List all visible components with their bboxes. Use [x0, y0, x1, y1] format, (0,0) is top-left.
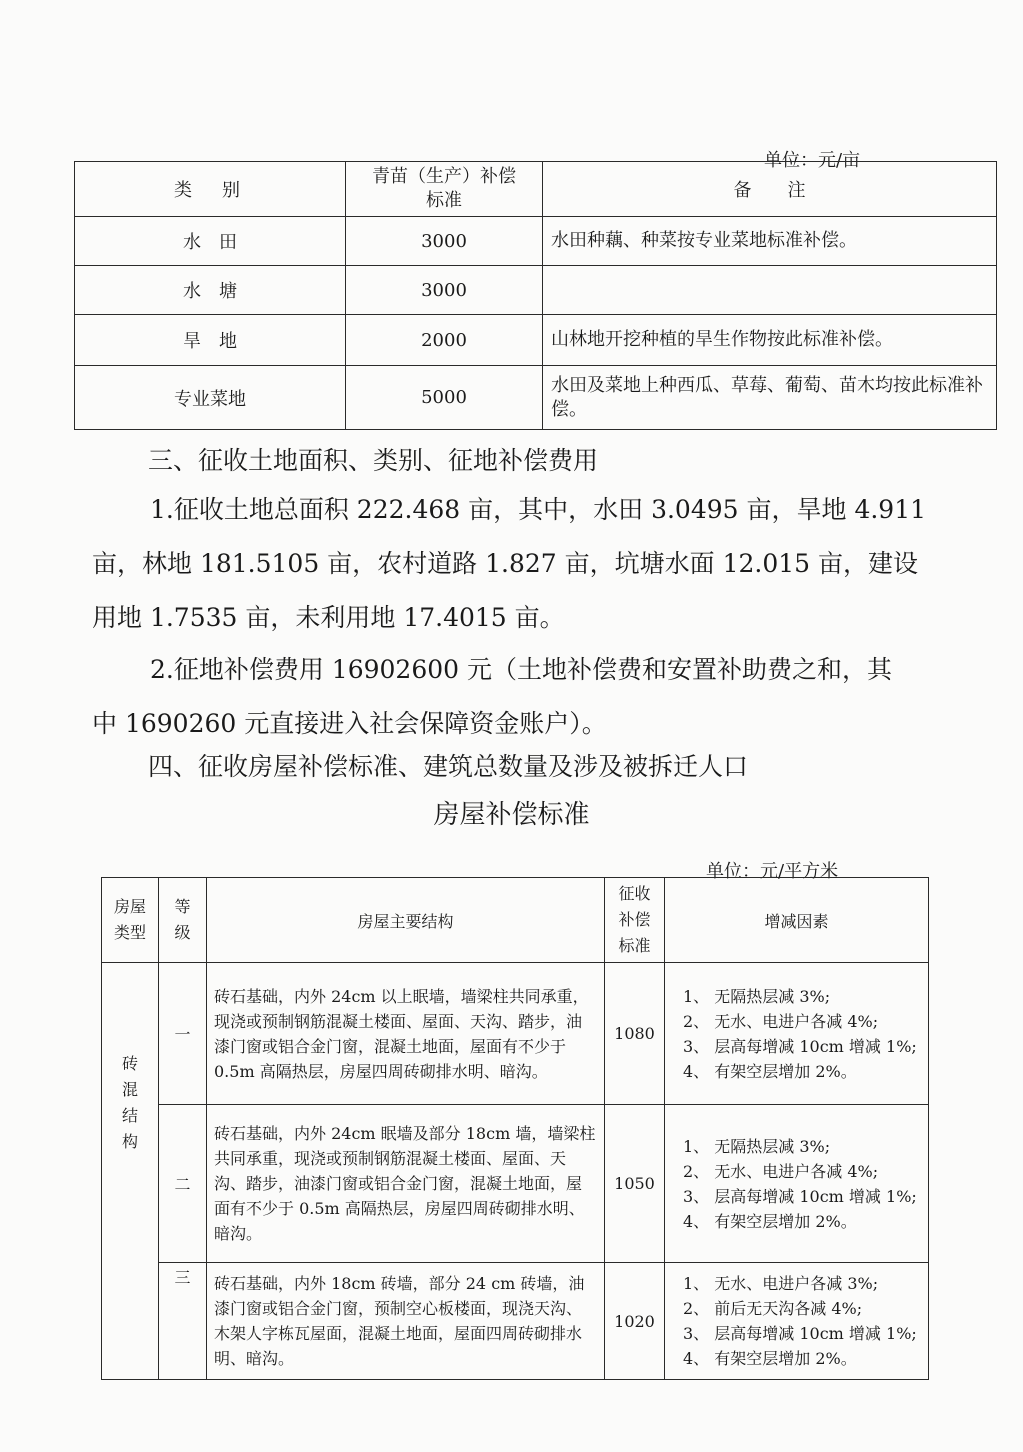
row-note: 水田种藕、种菜按专业菜地标准补偿。: [543, 217, 997, 266]
row-note: 山林地开挖种植的旱生作物按此标准补偿。: [543, 315, 997, 366]
standard-cell: 1080: [605, 963, 665, 1105]
section3-heading: 三、征收土地面积、类别、征地补偿费用: [148, 446, 599, 475]
section3-paragraph-2: 2.征地补偿费用 16902600 元（土地补偿费和安置补助费之和，其 中 1690260 元直接进入社会保障资金账户）。: [92, 655, 892, 738]
factor-item: 2、 无水、电进户各减 4%;: [683, 1011, 879, 1031]
row-standard: 2000: [346, 315, 543, 366]
row-note: [543, 266, 997, 315]
factor-item: 2、 无水、电进户各减 4%;: [683, 1161, 879, 1181]
structure-cell: 砖石基础，内外 24cm 以上眠墙，墙梁柱共同承重，现浇或预制钢筋混凝土楼面、屋面、天沟、踏步，油漆门窗或铝合金门窗，混凝土地面，屋面有不少于 0.5m 高隔热层，房屋四周砖砌排水明、暗沟。: [207, 963, 605, 1105]
section4-heading: 四、征收房屋补偿标准、建筑总数量及涉及被拆迁人口: [148, 752, 749, 781]
header-grade: 等级: [159, 878, 207, 963]
factor-item: 4、 有架空层增加 2%。: [683, 1211, 857, 1231]
house-compensation-table: [101, 877, 929, 1380]
factor-item: 3、 层高每增减 10cm 增减 1%;: [683, 1324, 917, 1343]
header-standard: 青苗（生产）补偿标准: [346, 162, 543, 217]
factor-item: 1、 无隔热层减 3%;: [683, 986, 831, 1006]
standard-cell: 1020: [605, 1263, 665, 1380]
row-standard: 3000: [346, 266, 543, 315]
row-category: 专业菜地: [75, 366, 346, 430]
factors-cell: [665, 963, 929, 1105]
table-caption: 房屋补偿标准: [433, 800, 590, 830]
table1-unit: 单位：元/亩: [764, 150, 861, 171]
grade-cell: 二: [159, 1105, 207, 1263]
row-standard: 3000: [346, 217, 543, 266]
factor-item: 1、 无隔热层减 3%;: [683, 1136, 831, 1156]
structure-cell: 砖石基础，内外 24cm 眠墙及部分 18cm 墙，墙梁柱共同承重，现浇或预制钢筋混凝土楼面、屋面、天沟、踏步，油漆门窗或铝合金门窗，混凝土地面，屋面有不少于 0.5m 高隔热层，房屋四周砖砌排水明、暗沟。: [207, 1105, 605, 1263]
grade-cell: 三: [159, 1263, 207, 1380]
header-category: 类 别: [75, 162, 346, 217]
factors-cell: [665, 1105, 929, 1263]
row-category: 水 田: [75, 217, 346, 266]
section3-paragraph-1: 1.征收土地总面积 222.468 亩，其中，水田 3.0495 亩，旱地 4.911 亩，林地 181.5105 亩，农村道路 1.827 亩，坑塘水面 12.015 亩，建设 用地 1.7535 亩，未利用地 17.4015 亩。: [92, 495, 927, 632]
factor-item: 3、 层高每增减 10cm 增减 1%;: [683, 1186, 917, 1206]
row-category: 水 塘: [75, 266, 346, 315]
table2-unit: 单位：元/平方米: [706, 861, 839, 882]
factor-item: 1、 无水、电进户各减 3%;: [683, 1274, 879, 1293]
factor-item: 4、 有架空层增加 2%。: [683, 1349, 857, 1368]
row-standard: 5000: [346, 366, 543, 430]
factor-item: 4、 有架空层增加 2%。: [683, 1061, 857, 1081]
house-type-cell: 砖混结构: [102, 963, 159, 1380]
header-house-type: 房屋类型: [102, 878, 159, 963]
row-category: 旱 地: [75, 315, 346, 366]
factors-cell: [665, 1263, 929, 1380]
standard-cell: 1050: [605, 1105, 665, 1263]
factor-item: 3、 层高每增减 10cm 增减 1%;: [683, 1036, 917, 1056]
header-factors: 增减因素: [665, 878, 929, 963]
structure-cell: 砖石基础，内外 18cm 砖墙，部分 24 cm 砖墙，油漆门窗或铝合金门窗，预制空心板楼面，现浇天沟、木架人字栋瓦屋面，混凝土地面，屋面四周砖砌排水明、暗沟。: [207, 1263, 605, 1380]
row-note: 水田及菜地上种西瓜、草莓、葡萄、苗木均按此标准补偿。: [543, 366, 997, 430]
factor-item: 2、 前后无天沟各减 4%;: [683, 1299, 863, 1318]
header-standard: 征收补偿标准: [605, 878, 665, 963]
grade-cell: 一: [159, 963, 207, 1105]
header-structure: 房屋主要结构: [207, 878, 605, 963]
header-note: 备 注: [543, 162, 997, 217]
seedling-compensation-table: [74, 161, 997, 430]
